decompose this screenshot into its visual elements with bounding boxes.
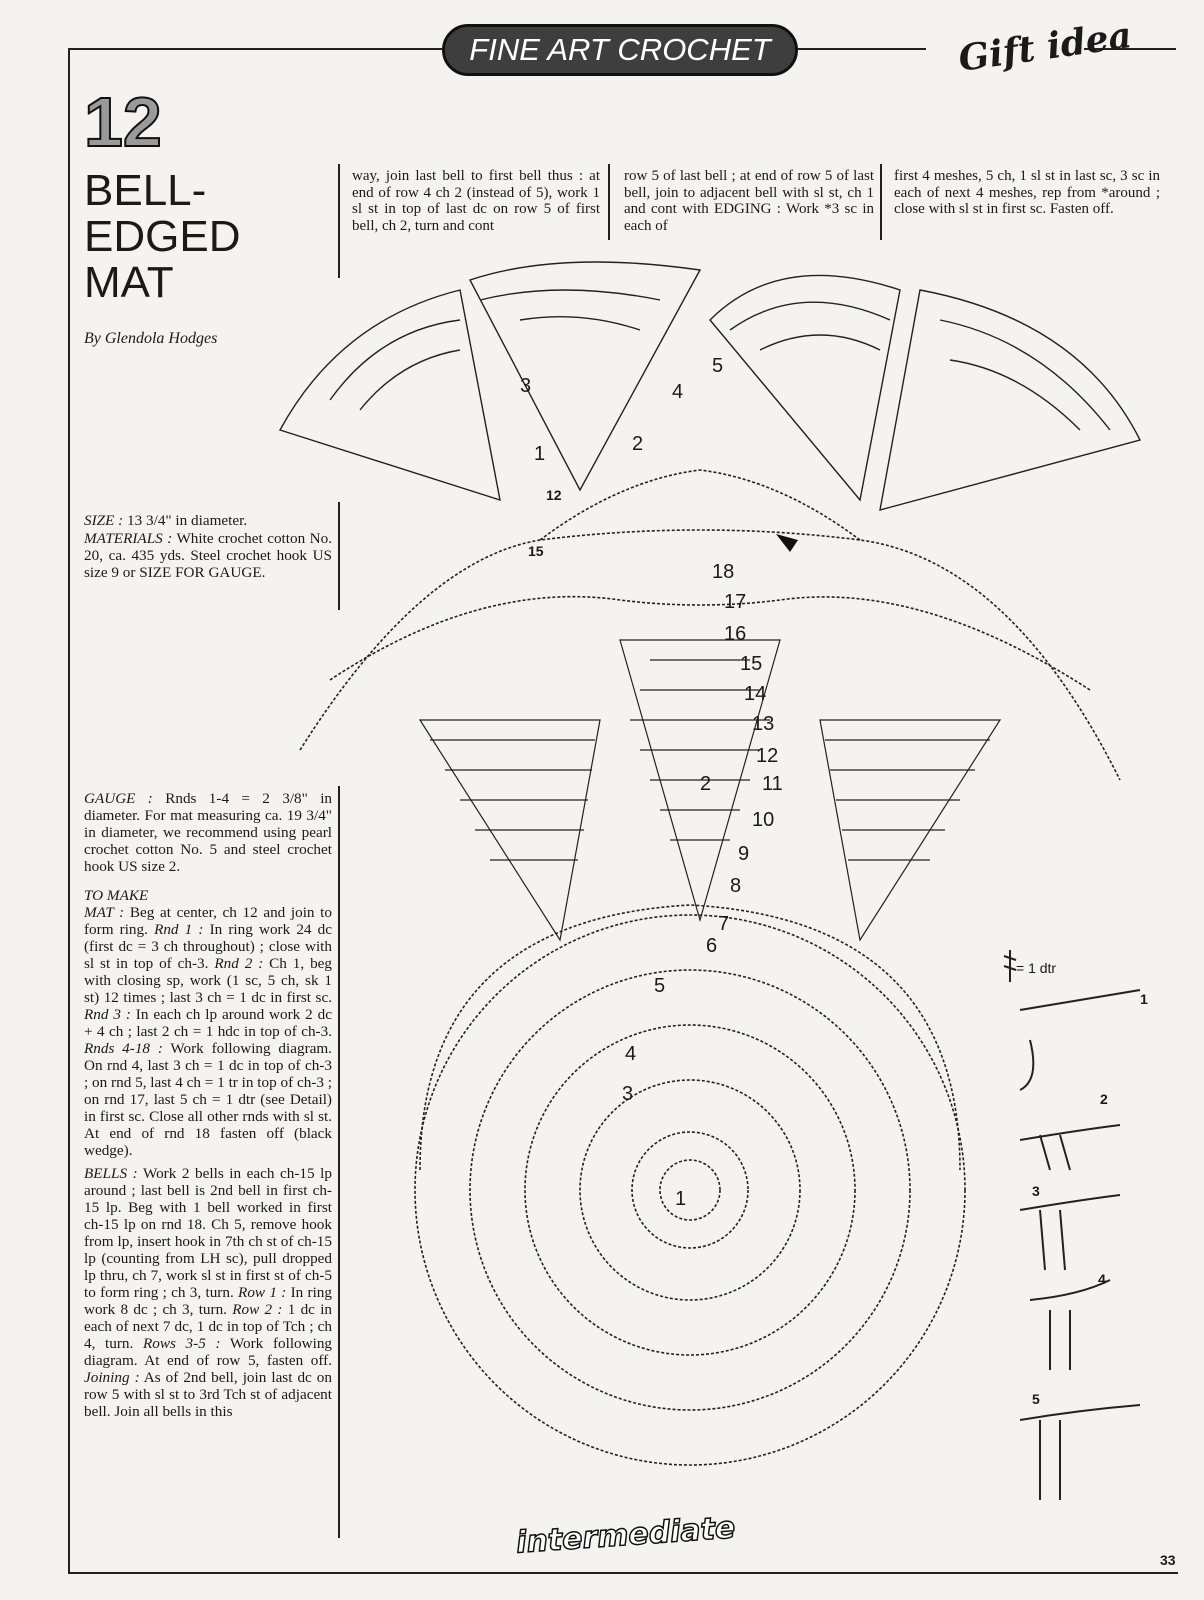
round-label: 18 (712, 561, 735, 583)
bell-row-labels (520, 355, 723, 559)
mat-text: Ch 1, beg with closing sp, work (1 sc, 5 ch, sk 1 st) 12 times ; last 3 ch = 1 dc in first sc. (84, 955, 332, 1006)
title-line: MAT (84, 258, 174, 307)
to-make-heading: TO MAKE (84, 887, 149, 904)
bells-text: As of 2nd bell, join last dc on row 5 with sl st to 3rd Tch st of adjacent bell. Join all bells in this (84, 1369, 332, 1420)
row-label: Row 2 : (232, 1301, 283, 1318)
round-chains (300, 470, 1120, 1465)
gauge-text: Rnds 1-4 = 2 3/8" in diameter. For mat measuring ca. 19 3/4" in diameter, we recommend using pearl crochet cotton No. 5 and steel crochet hook US size 2. (84, 790, 333, 875)
bell-row-label: 4 (672, 381, 684, 403)
round-label: 11 (762, 773, 783, 795)
bells-label: BELLS : (84, 1165, 138, 1182)
joining-label: Joining : (84, 1369, 140, 1386)
mat-text: In each ch lp around work 2 dc + 4 ch ; last 2 ch = 1 hdc in top of ch-3. (84, 1006, 332, 1040)
skill-level-badge: intermediate (515, 1510, 737, 1561)
round-label: 6 (706, 935, 718, 957)
detail-step: 1 (1140, 991, 1148, 1007)
size-label: SIZE : (84, 512, 124, 529)
row-label: Row 1 : (238, 1284, 287, 1301)
detail-step: 2 (1100, 1091, 1108, 1107)
round-labels (622, 561, 783, 1210)
rnd-label: Rnds 4-18 : (84, 1040, 163, 1057)
rnd-label: Rnd 3 : (84, 1006, 131, 1023)
round-label: 8 (730, 875, 742, 897)
materials-label: MATERIALS : (84, 530, 173, 547)
materials-text: White crochet cotton No. 20, ca. 435 yds. Steel crochet hook US size 9 or SIZE FOR GAUGE. (84, 530, 332, 581)
round-label: 9 (738, 843, 750, 865)
size-text: 13 3/4" in diameter. (123, 512, 248, 529)
round-label: 15 (740, 653, 763, 675)
gift-idea-tag: Gift idea (955, 14, 1135, 80)
round-label: 16 (724, 623, 747, 645)
round-label: 3 (622, 1083, 634, 1105)
bell-row-label: 5 (712, 355, 724, 377)
detail-step: 4 (1098, 1271, 1106, 1287)
rnd-label: Rnd 2 : (214, 955, 264, 972)
text-column-top-2: row 5 of last bell ; at end of row 5 of last bell, join to adjacent bell with sl st, ch 1 and cont with EDGING : Work *3 sc in each of (624, 168, 874, 234)
bells-text: Work 2 bells in each ch-15 lp around ; last bell is 2nd bell in first ch-15 lp. Beg with 1 bell worked in first ch-15 lp on rnd 18. Ch 5, remove hook from lp, insert hook in 7th ch st of ch-15 lp (counting from LH sc), pull dropped lp thru, ch 7, work sl st in first st of ch-5 to form ring ; ch 3, turn. (84, 1165, 332, 1301)
bells-text: Work following diagram. At end of row 5, fasten off. (84, 1335, 333, 1369)
loop-label: 15 (528, 543, 544, 559)
rnd-label: Rnd 1 : (154, 921, 204, 938)
round-label: 10 (752, 809, 775, 831)
detail-step: 3 (1032, 1183, 1040, 1199)
dtr-legend: = 1 dtr (1016, 960, 1057, 976)
mat-text: In ring work 24 dc (first dc = 3 ch throughout) ; close with sl st in top of ch-3. (84, 921, 332, 972)
ring-label: 12 (546, 487, 562, 503)
text-column-top-1: way, join last bell to first bell thus : at end of row 4 ch 2 (instead of 5), work 1 sl st in top of last dc on row 5 of first bell, ch 2, turn and cont (352, 168, 600, 234)
title-line: BELL- (84, 166, 207, 215)
bell-row-label: 1 (534, 443, 546, 465)
round-label: 1 (675, 1188, 687, 1210)
round-label: 2 (700, 773, 712, 795)
round-label: 13 (752, 713, 775, 735)
gauge-label: GAUGE : (84, 790, 153, 807)
bells (280, 262, 1140, 510)
banner-text: FINE ART CROCHET (469, 32, 771, 67)
round-label: 12 (756, 745, 779, 767)
bells-text: In ring work 8 dc ; ch 3, turn. (84, 1284, 332, 1318)
round-label: 17 (724, 591, 747, 613)
row-label: Rows 3-5 : (142, 1335, 221, 1352)
end-wedge (776, 534, 798, 552)
mat-text: Beg at center, ch 12 and join to form ring. (84, 904, 332, 938)
text-column-top-3: first 4 meshes, 5 ch, 1 sl st in last sc, 3 sc in each of next 4 meshes, rep from *around ; close with sl st in first sc. Fasten off. (894, 168, 1160, 217)
bell-row-label: 3 (520, 375, 532, 397)
mat-text: Work following diagram. On rnd 4, last 3 ch = 1 dc in top of ch-3 ; on rnd 5, last 4 ch = 1 tr in top of ch-3 ; on rnd 17, last 5 ch = 1 dtr (see Detail) in first sc. Close all other rnds with sl st. At end of rnd 18 fasten off (black wedge). (84, 1040, 332, 1159)
pattern-number: 12 (84, 83, 162, 161)
page-number: 33 (1160, 1552, 1176, 1568)
round-label: 5 (654, 975, 666, 997)
dtr-detail (1004, 950, 1140, 1500)
round-label: 7 (718, 913, 730, 935)
title-line: EDGED (84, 212, 241, 261)
round-label: 14 (744, 683, 767, 705)
round-label: 4 (625, 1043, 637, 1065)
mat-label: MAT : (84, 904, 125, 921)
bell-row-label: 2 (632, 433, 644, 455)
byline: By Glendola Hodges (84, 330, 218, 347)
bells-text: 1 dc in each of next 7 dc, 1 dc in top of Tch ; ch 4, turn. (84, 1301, 333, 1352)
detail-step: 5 (1032, 1391, 1040, 1407)
